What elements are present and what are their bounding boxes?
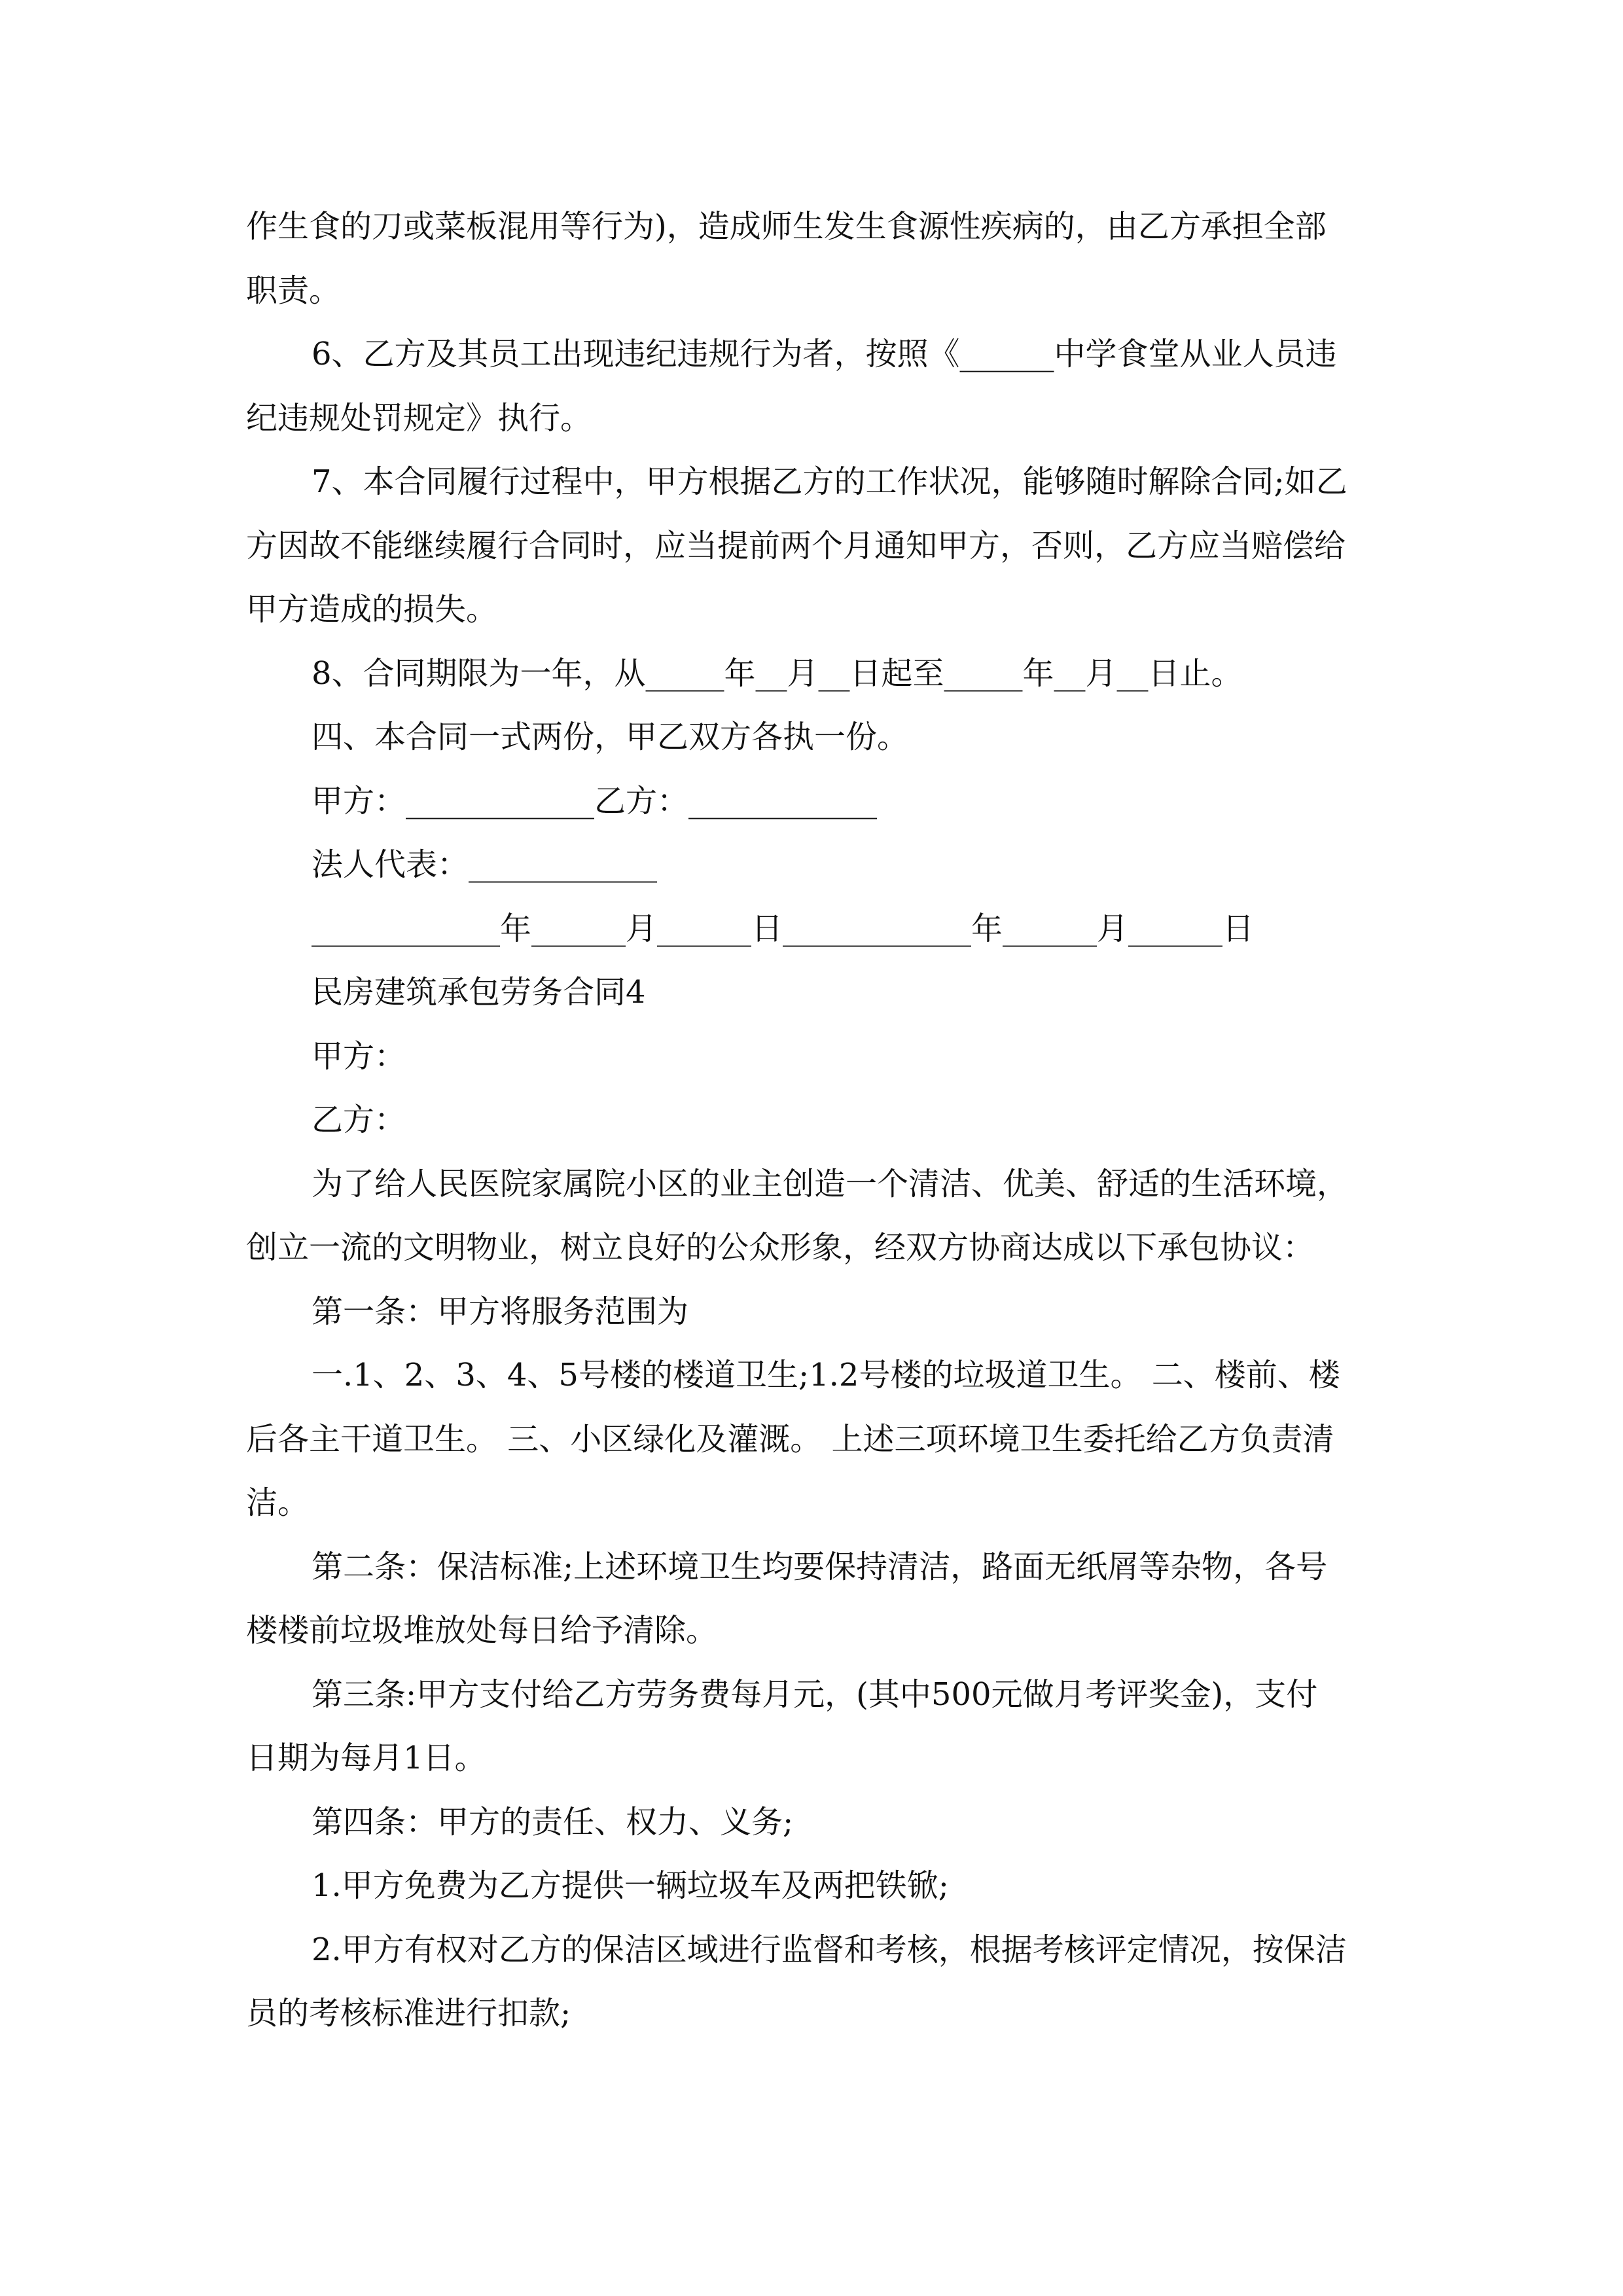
text-line: 日期为每月1日。 — [246, 1740, 486, 1776]
text-line: 创立一流的文明物业，树立良好的公众形象，经双方协商达成以下承包协议： — [246, 1229, 1315, 1266]
article-4-item-1: 1.甲方免费为乙方提供一辆垃圾车及两把铁锨; — [312, 1867, 949, 1904]
text-line: 纪违规处罚规定》执行。 — [246, 399, 592, 437]
text-line: 员的考核标准进行扣款; — [246, 1995, 571, 2032]
clause-7: 7、本合同履行过程中，甲方根据乙方的工作状况，能够随时解除合同;如乙 — [312, 463, 1347, 500]
article-1: 第一条：甲方将服务范围为 — [312, 1293, 689, 1330]
legal-representative: 法人代表：____________ — [312, 846, 658, 883]
article-3: 第三条:甲方支付给乙方劳务费每月元，(其中500元做月考评奖金)，支付 — [312, 1676, 1318, 1713]
text-line: 作生食的刀或菜板混用等行为)，造成师生发生食源性疾病的，由乙方承担全部 — [246, 208, 1327, 245]
article-4: 第四条：甲方的责任、权力、义务; — [312, 1803, 794, 1840]
contract-title: 民房建筑承包劳务合同4 — [312, 974, 646, 1011]
text-line: 后各主干道卫生。 三、小区绿化及灌溉。 上述三项环境卫生委托给乙方负责清 — [246, 1420, 1334, 1458]
text-line: 楼楼前垃圾堆放处每日给予清除。 — [246, 1612, 718, 1649]
signature-parties: 甲方：____________乙方：____________ — [312, 782, 878, 819]
clause-6: 6、乙方及其员工出现违纪违规行为者，按照《______中学食堂从业人员违 — [312, 336, 1337, 372]
text-line: 洁。 — [246, 1484, 310, 1521]
section-4: 四、本合同一式两份，甲乙双方各执一份。 — [312, 719, 909, 755]
clause-8: 8、合同期限为一年，从_____年__月__日起至_____年__月__日止。 — [312, 655, 1243, 692]
party-a: 甲方： — [312, 1037, 406, 1075]
party-b: 乙方： — [312, 1102, 406, 1138]
article-2: 第二条：保洁标准;上述环境卫生均要保持清洁，路面无纸屑等杂物，各号 — [312, 1548, 1328, 1585]
service-scope: 一.1、2、3、4、5号楼的楼道卫生;1.2号楼的垃圾道卫生。 二、楼前、楼 — [312, 1357, 1340, 1393]
article-4-item-2: 2.甲方有权对乙方的保洁区域进行监督和考核，根据考核评定情况，按保洁 — [312, 1931, 1347, 1968]
text-line: 方因故不能继续履行合同时，应当提前两个月通知甲方，否则，乙方应当赔偿给 — [246, 527, 1346, 564]
text-line: 甲方造成的损失。 — [246, 591, 498, 628]
signature-dates: ____________年______月______日____________年______月______日 — [312, 910, 1255, 947]
text-line: 职责。 — [246, 272, 341, 309]
document-page — [246, 195, 1378, 2046]
preamble: 为了给人民医院家属院小区的业主创造一个清洁、优美、舒适的生活环境， — [312, 1165, 1349, 1202]
